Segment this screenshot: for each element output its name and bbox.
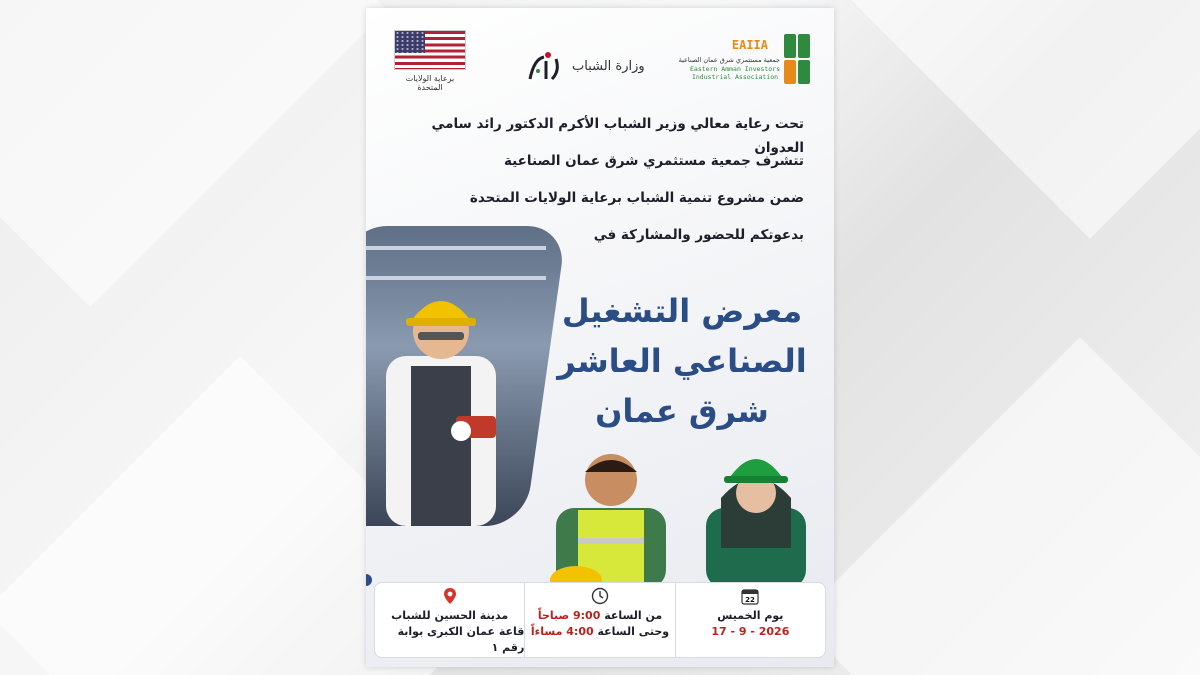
us-sponsor	[394, 30, 466, 92]
location-pin-icon	[441, 587, 459, 605]
eaiia-english-line: Industrial Association	[691, 73, 779, 81]
time-from-value: 9:00 صباحاً	[537, 609, 601, 622]
calendar-number: 22	[745, 596, 756, 604]
workers-illustration	[516, 438, 816, 588]
location-line: قاعة عمان الكبرى بوابة رقم ١	[397, 625, 525, 654]
intro-line: بدعوتكم للحضور والمشاركة في	[593, 227, 804, 243]
event-title	[542, 286, 822, 436]
eaiia-title: EAIIA	[731, 38, 768, 52]
background-shape	[821, 0, 1200, 239]
event-title-line: معرض التشغيل	[561, 292, 803, 330]
date-cell	[675, 583, 825, 657]
event-title-line: شرق عمان	[595, 392, 769, 430]
decorative-dot	[366, 574, 372, 586]
eaiia-arabic-name: جمعية مستثمري شرق عمان الصناعية	[678, 56, 780, 64]
background-shape	[0, 0, 387, 307]
ministry-logo	[526, 46, 656, 86]
ministry-emblem-icon	[526, 49, 566, 83]
us-sponsor-caption: برعاية الولايات المتحدة	[405, 74, 455, 92]
event-day: يوم الخميس	[717, 609, 784, 622]
intro-line: ضمن مشروع تنمية الشباب برعاية الولايات المتحدة	[469, 190, 804, 206]
clock-icon	[591, 587, 609, 605]
background-shape	[797, 337, 1200, 675]
intro-line: تحت رعاية معالي وزير الشباب الأكرم الدكتور رائد سامي العدوان	[431, 116, 804, 156]
eaiia-english-line: Eastern Amman Investors	[690, 65, 781, 73]
time-to-label: وحتى الساعة	[597, 625, 670, 638]
time-to	[531, 624, 669, 640]
ministry-name: وزارة الشباب	[572, 58, 645, 74]
event-details	[374, 582, 826, 658]
time-cell	[524, 583, 674, 657]
intro-line: تتشرف جمعية مستثمري شرق عمان الصناعية	[503, 153, 804, 169]
location-cell	[375, 583, 524, 657]
eaiia-logo	[678, 34, 810, 88]
eaiia-english-name	[690, 65, 780, 81]
time-from	[538, 608, 662, 624]
us-flag-icon	[394, 30, 466, 70]
eaiia-mark-icon	[784, 34, 810, 84]
calendar-icon	[741, 587, 759, 605]
logo-row	[366, 26, 834, 96]
time-to-value: 4:00 مساءاً	[530, 625, 594, 638]
event-poster	[366, 8, 834, 667]
event-date: 17 - 9 - 2026	[711, 625, 790, 638]
event-title-line: الصناعي العاشر	[557, 342, 807, 380]
time-from-label: من الساعة	[604, 609, 663, 622]
location-line: مدينة الحسين للشباب	[391, 609, 509, 622]
